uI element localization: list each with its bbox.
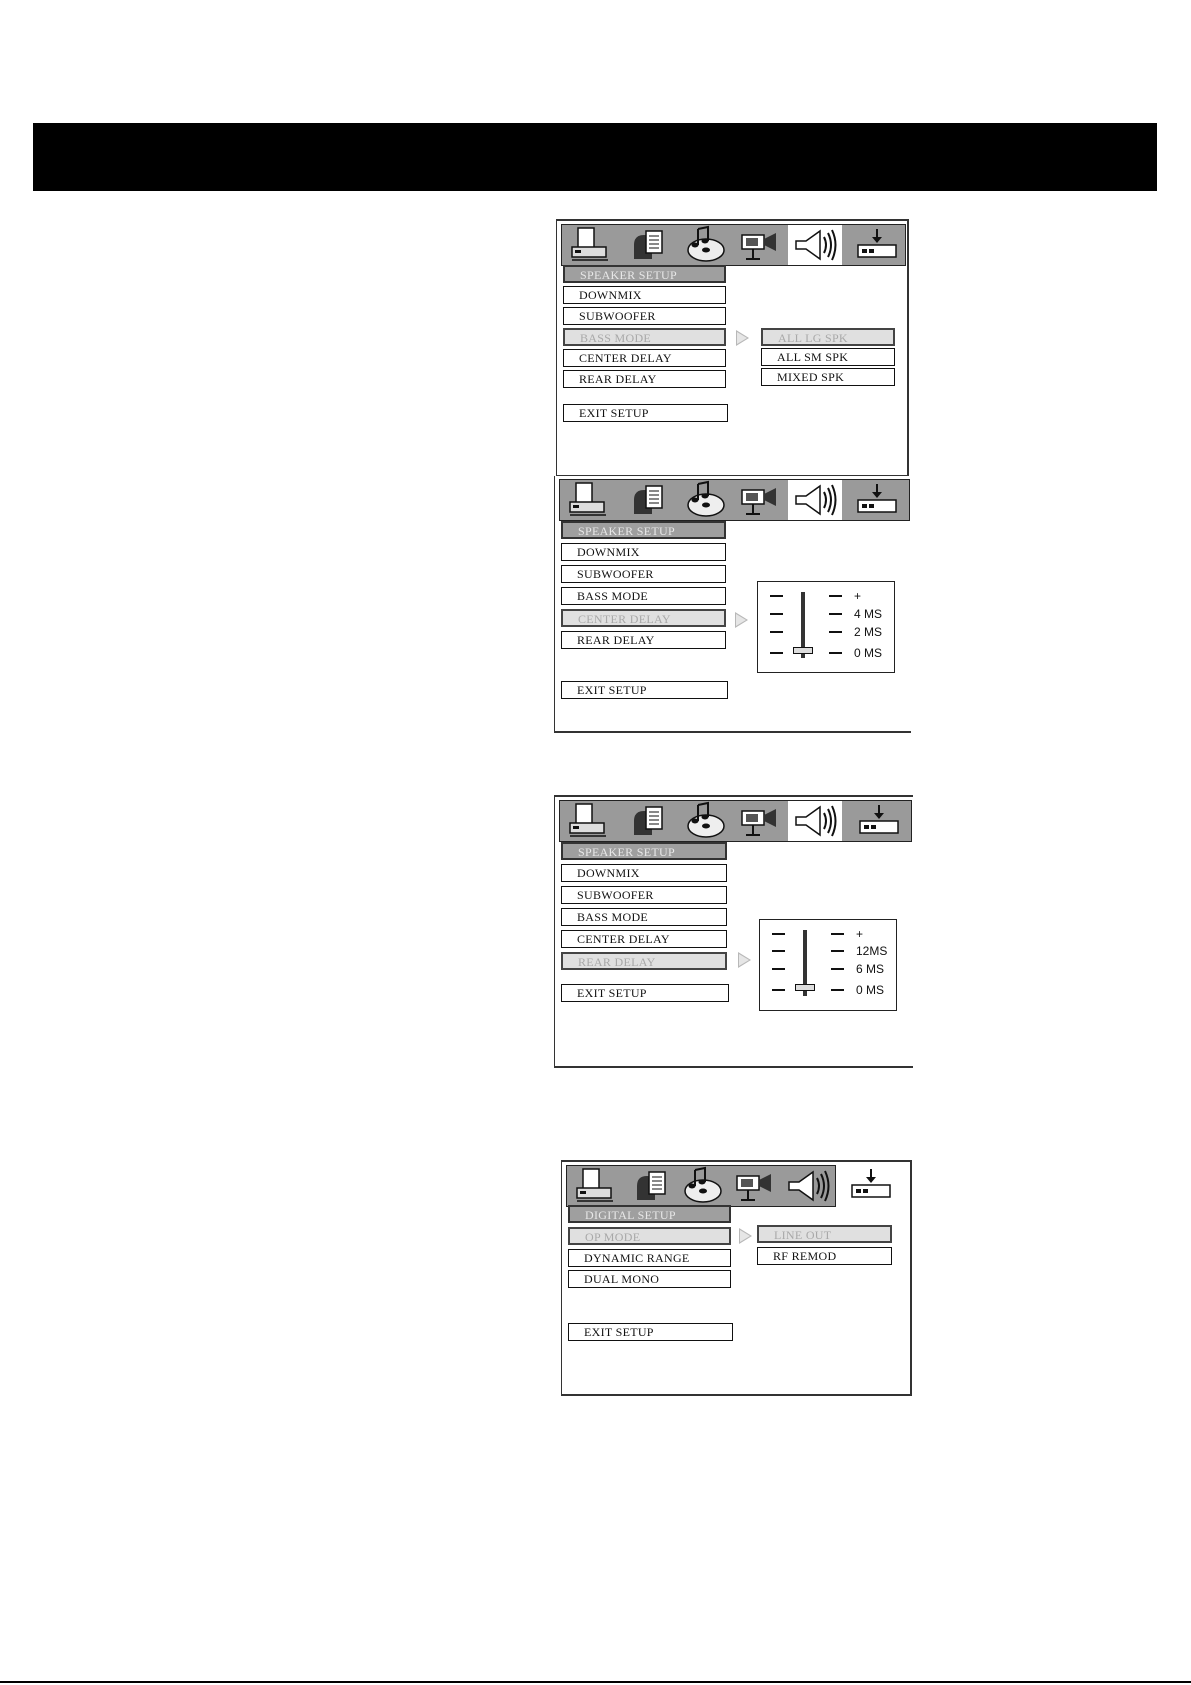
- slider-label-2ms: 2 MS: [854, 625, 883, 639]
- setup-console-icon[interactable]: [564, 225, 618, 265]
- menu-item-dual-mono[interactable]: DUAL MONO: [568, 1270, 731, 1288]
- menu-item-rear-delay[interactable]: REAR DELAY: [561, 631, 726, 649]
- language-icon[interactable]: [620, 225, 674, 265]
- digital-out-icon[interactable]: [850, 480, 904, 520]
- menu-item-subwoofer[interactable]: SUBWOOFER: [561, 886, 727, 904]
- audio-disc-icon[interactable]: [676, 225, 730, 265]
- setup-console-icon[interactable]: [569, 1166, 623, 1206]
- rear-delay-slider[interactable]: [759, 919, 897, 1011]
- menu-item-bass-mode[interactable]: BASS MODE: [561, 908, 727, 926]
- menu-item-bass-mode[interactable]: BASS MODE: [563, 328, 726, 346]
- menu-header-digital-setup: DIGITAL SETUP: [568, 1205, 731, 1223]
- slider-label-6ms: 6 MS: [856, 962, 885, 976]
- slider-knob[interactable]: [795, 984, 815, 991]
- menu-header-speaker-setup: SPEAKER SETUP: [561, 842, 727, 860]
- digital-out-icon[interactable]: [852, 801, 906, 841]
- menu-item-center-delay[interactable]: CENTER DELAY: [561, 609, 726, 627]
- digital-setup-panel: [561, 1160, 912, 1396]
- bass-mode-panel: [556, 219, 909, 477]
- menu-item-op-mode[interactable]: OP MODE: [568, 1227, 731, 1245]
- setup-icon-bar: [566, 1165, 836, 1207]
- setup-console-icon[interactable]: [562, 480, 616, 520]
- language-icon[interactable]: [623, 1166, 677, 1206]
- audio-disc-icon[interactable]: [676, 801, 730, 841]
- menu-item-dynamic-range[interactable]: DYNAMIC RANGE: [568, 1249, 731, 1267]
- option-line-out[interactable]: LINE OUT: [757, 1225, 892, 1243]
- language-icon[interactable]: [620, 801, 674, 841]
- center-delay-panel: [554, 476, 911, 733]
- menu-header-speaker-setup: SPEAKER SETUP: [561, 521, 726, 539]
- rear-delay-panel: [554, 795, 913, 1068]
- setup-icon-bar: [561, 224, 906, 266]
- menu-header-speaker-setup: SPEAKER SETUP: [563, 265, 726, 283]
- submenu-arrow-icon: [736, 330, 749, 346]
- bottom-rule: [0, 1681, 1191, 1683]
- digital-out-icon[interactable]: [844, 1165, 898, 1205]
- menu-item-downmix[interactable]: DOWNMIX: [563, 286, 726, 304]
- menu-item-bass-mode[interactable]: BASS MODE: [561, 587, 726, 605]
- menu-item-downmix[interactable]: DOWNMIX: [561, 543, 726, 561]
- menu-item-rear-delay[interactable]: REAR DELAY: [561, 952, 727, 970]
- video-camera-icon[interactable]: [732, 480, 786, 520]
- menu-item-downmix[interactable]: DOWNMIX: [561, 864, 727, 882]
- exit-setup-button[interactable]: EXIT SETUP: [568, 1323, 733, 1341]
- speaker-icon[interactable]: [781, 1166, 835, 1206]
- slider-label-4ms: 4 MS: [854, 607, 883, 621]
- slider-label-0ms: 0 MS: [856, 983, 885, 997]
- submenu-arrow-icon: [738, 952, 751, 968]
- language-icon[interactable]: [620, 480, 674, 520]
- option-all-lg-spk[interactable]: ALL LG SPK: [761, 328, 895, 346]
- exit-setup-button[interactable]: EXIT SETUP: [561, 984, 729, 1002]
- submenu-arrow-icon: [735, 612, 748, 628]
- video-camera-icon[interactable]: [732, 225, 786, 265]
- slider-label-12ms: 12MS: [856, 944, 888, 958]
- submenu-arrow-icon: [739, 1228, 752, 1244]
- speaker-icon[interactable]: [788, 225, 842, 265]
- menu-item-center-delay[interactable]: CENTER DELAY: [561, 930, 727, 948]
- menu-item-center-delay[interactable]: CENTER DELAY: [563, 349, 726, 367]
- menu-item-subwoofer[interactable]: SUBWOOFER: [561, 565, 726, 583]
- slider-label-plus: +: [854, 589, 862, 603]
- speaker-icon[interactable]: [788, 480, 842, 520]
- video-camera-icon[interactable]: [727, 1166, 781, 1206]
- option-all-sm-spk[interactable]: ALL SM SPK: [761, 348, 895, 366]
- slider-label-plus: +: [856, 927, 864, 941]
- speaker-icon[interactable]: [788, 801, 842, 841]
- header-banner: [33, 123, 1157, 191]
- video-camera-icon[interactable]: [732, 801, 786, 841]
- center-delay-slider[interactable]: [757, 581, 895, 673]
- option-mixed-spk[interactable]: MIXED SPK: [761, 368, 895, 386]
- slider-knob[interactable]: [793, 647, 813, 654]
- menu-item-rear-delay[interactable]: REAR DELAY: [563, 370, 726, 388]
- menu-item-subwoofer[interactable]: SUBWOOFER: [563, 307, 726, 325]
- digital-out-icon[interactable]: [850, 225, 904, 265]
- slider-label-0ms: 0 MS: [854, 646, 883, 660]
- setup-console-icon[interactable]: [562, 801, 616, 841]
- audio-disc-icon[interactable]: [673, 1166, 727, 1206]
- option-rf-remod[interactable]: RF REMOD: [757, 1247, 892, 1265]
- exit-setup-button[interactable]: EXIT SETUP: [561, 681, 728, 699]
- audio-disc-icon[interactable]: [676, 480, 730, 520]
- exit-setup-button[interactable]: EXIT SETUP: [563, 404, 728, 422]
- setup-icon-bar: [559, 479, 910, 521]
- setup-icon-bar: [559, 800, 912, 842]
